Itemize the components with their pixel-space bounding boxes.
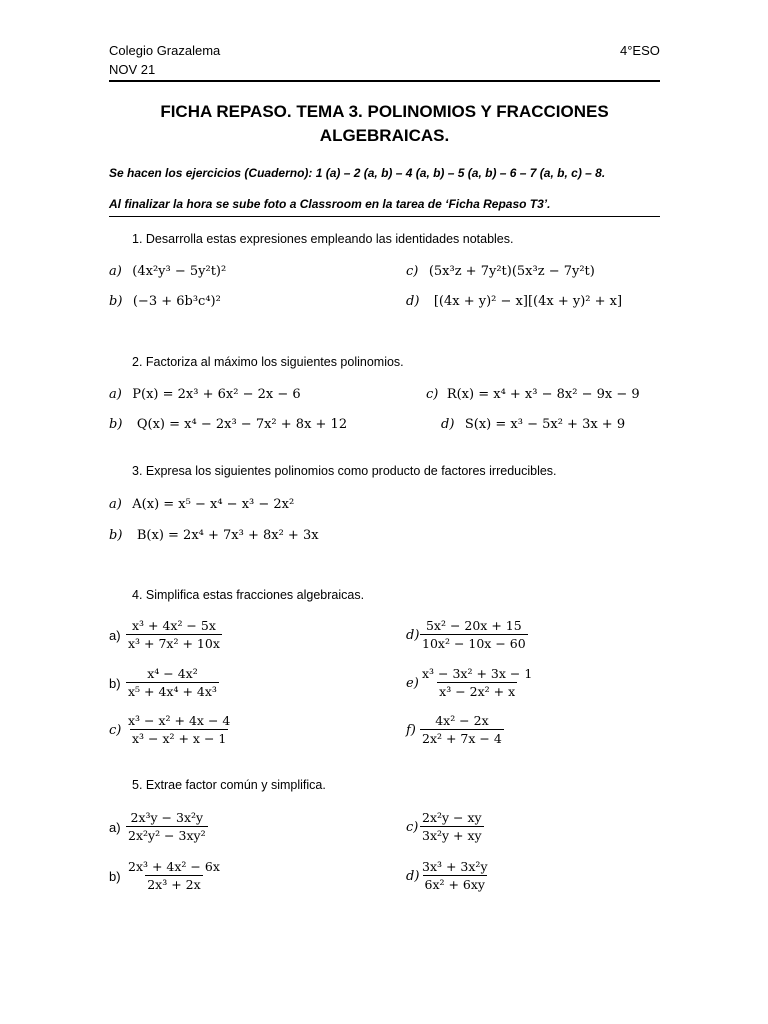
numerator: 2x²y − xy — [422, 810, 482, 825]
numerator: x³ + 4x² − 5x — [131, 618, 216, 633]
q4-label-e: e) — [406, 676, 419, 691]
item-label: b) — [109, 294, 123, 309]
q4-label-a: a) — [109, 628, 121, 643]
expression: A(x) = x⁵ − x⁴ − x³ − 2x² — [132, 497, 295, 512]
q4-fraction-c — [126, 712, 232, 747]
q1-item-a — [109, 262, 226, 280]
expression: Q(x) = x⁴ − 2x³ − 7x² + 8x + 12 — [136, 417, 348, 432]
expression: (4x²y³ − 5y²t)² — [132, 264, 227, 279]
numerator: 3x³ + 3x²y — [422, 859, 488, 874]
question-5-title: 5. Extrae factor común y simplifica. — [132, 778, 326, 792]
q5-fraction-a — [126, 809, 208, 844]
q5-fraction-d — [420, 858, 490, 893]
q3-item-b — [109, 526, 319, 544]
expression: S(x) = x³ − 5x² + 3x + 9 — [464, 417, 626, 432]
denominator: 2x²y² − 3xy² — [128, 828, 206, 843]
q5-fraction-b — [126, 858, 222, 893]
q3-item-a — [109, 495, 294, 513]
expression: R(x) = x⁴ + x³ − 8x² − 9x − 9 — [446, 387, 640, 402]
denominator: x³ − x² + x − 1 — [131, 731, 227, 746]
worksheet-title-line2: ALGEBRAICAS. — [319, 126, 450, 145]
instruction-exercises: Se hacen los ejercicios (Cuaderno): 1 (a) – 2 (a, b) – 4 (a, b) – 5 (a, b) – 6 – 7 (a, b, c) – 8. — [109, 166, 606, 180]
numerator: 2x³y − 3x²y — [130, 810, 204, 825]
expression: P(x) = 2x³ + 6x² − 2x − 6 — [132, 387, 301, 402]
q5-label-d: d) — [406, 869, 420, 884]
school-name: Colegio Grazalema — [109, 43, 221, 58]
course: 4°ESO — [620, 43, 660, 58]
numerator: x³ − 3x² + 3x − 1 — [422, 666, 533, 681]
item-label: b) — [109, 417, 123, 432]
q2-item-c — [426, 385, 640, 403]
q4-fraction-f — [420, 712, 504, 747]
q5-label-a: a) — [109, 820, 121, 835]
denominator: 10x² − 10x − 60 — [422, 636, 526, 651]
item-label: d) — [441, 417, 455, 432]
denominator: 6x² + 6xy — [424, 877, 485, 892]
q4-label-c: c) — [109, 723, 122, 738]
q4-fraction-e — [420, 665, 534, 700]
q1-item-d — [406, 292, 622, 310]
item-label: d) — [406, 294, 420, 309]
q4-label-f: f) — [406, 723, 416, 738]
item-label: a) — [109, 387, 122, 402]
denominator: 3x²y + xy — [422, 828, 482, 843]
expression: (−3 + 6b³c⁴)² — [132, 294, 221, 309]
expression: B(x) = 2x⁴ + 7x³ + 8x² + 3x — [136, 528, 319, 543]
item-label: c) — [406, 264, 419, 279]
numerator: x³ − x² + 4x − 4 — [128, 713, 231, 728]
expression: (5x³z + 7y²t)(5x³z − 7y²t) — [428, 264, 595, 279]
numerator: 2x³ + 4x² − 6x — [128, 859, 220, 874]
denominator: 2x² + 7x − 4 — [422, 731, 502, 746]
item-label: a) — [109, 497, 122, 512]
question-4-title: 4. Simplifica estas fracciones algebraicas. — [132, 588, 365, 602]
q4-label-b: b) — [109, 676, 121, 691]
question-1-title: 1. Desarrolla estas expresiones empleando las identidades notables. — [132, 232, 514, 246]
instruction-upload: Al finalizar la hora se sube foto a Classroom en la tarea de ‘Ficha Repaso T3’. — [109, 197, 551, 211]
q1-item-b — [109, 292, 221, 310]
denominator: 2x³ + 2x — [147, 877, 201, 892]
question-2-title: 2. Factoriza al máximo los siguientes polinomios. — [132, 355, 404, 369]
item-label: c) — [426, 387, 439, 402]
q4-label-d: d) — [406, 628, 420, 643]
worksheet-title-line1: FICHA REPASO. TEMA 3. POLINOMIOS Y FRACCIONES — [160, 102, 609, 121]
numerator: 5x² − 20x + 15 — [425, 618, 522, 633]
q4-fraction-a — [126, 617, 222, 652]
denominator: x³ − 2x² + x — [439, 684, 516, 699]
q1-item-c — [406, 262, 595, 280]
q4-fraction-d — [420, 617, 528, 652]
denominator: x⁵ + 4x⁴ + 4x³ — [128, 684, 217, 699]
q2-item-a — [109, 385, 301, 403]
date: NOV 21 — [109, 62, 156, 77]
instructions-rule — [109, 216, 660, 217]
q5-label-b: b) — [109, 869, 121, 884]
q5-fraction-c — [420, 809, 484, 844]
question-3-title: 3. Expresa los siguientes polinomios como producto de factores irreducibles. — [132, 464, 557, 478]
item-label: a) — [109, 264, 122, 279]
q2-item-d — [441, 415, 625, 433]
q4-fraction-b — [126, 665, 219, 700]
q2-item-b — [109, 415, 347, 433]
numerator: x⁴ − 4x² — [147, 666, 198, 681]
item-label: b) — [109, 528, 123, 543]
numerator: 4x² − 2x — [435, 713, 489, 728]
header-rule — [109, 80, 660, 82]
expression: [(4x + y)² − x][(4x + y)² + x] — [433, 294, 623, 309]
denominator: x³ + 7x² + 10x — [128, 636, 220, 651]
q5-label-c: c) — [406, 820, 419, 835]
